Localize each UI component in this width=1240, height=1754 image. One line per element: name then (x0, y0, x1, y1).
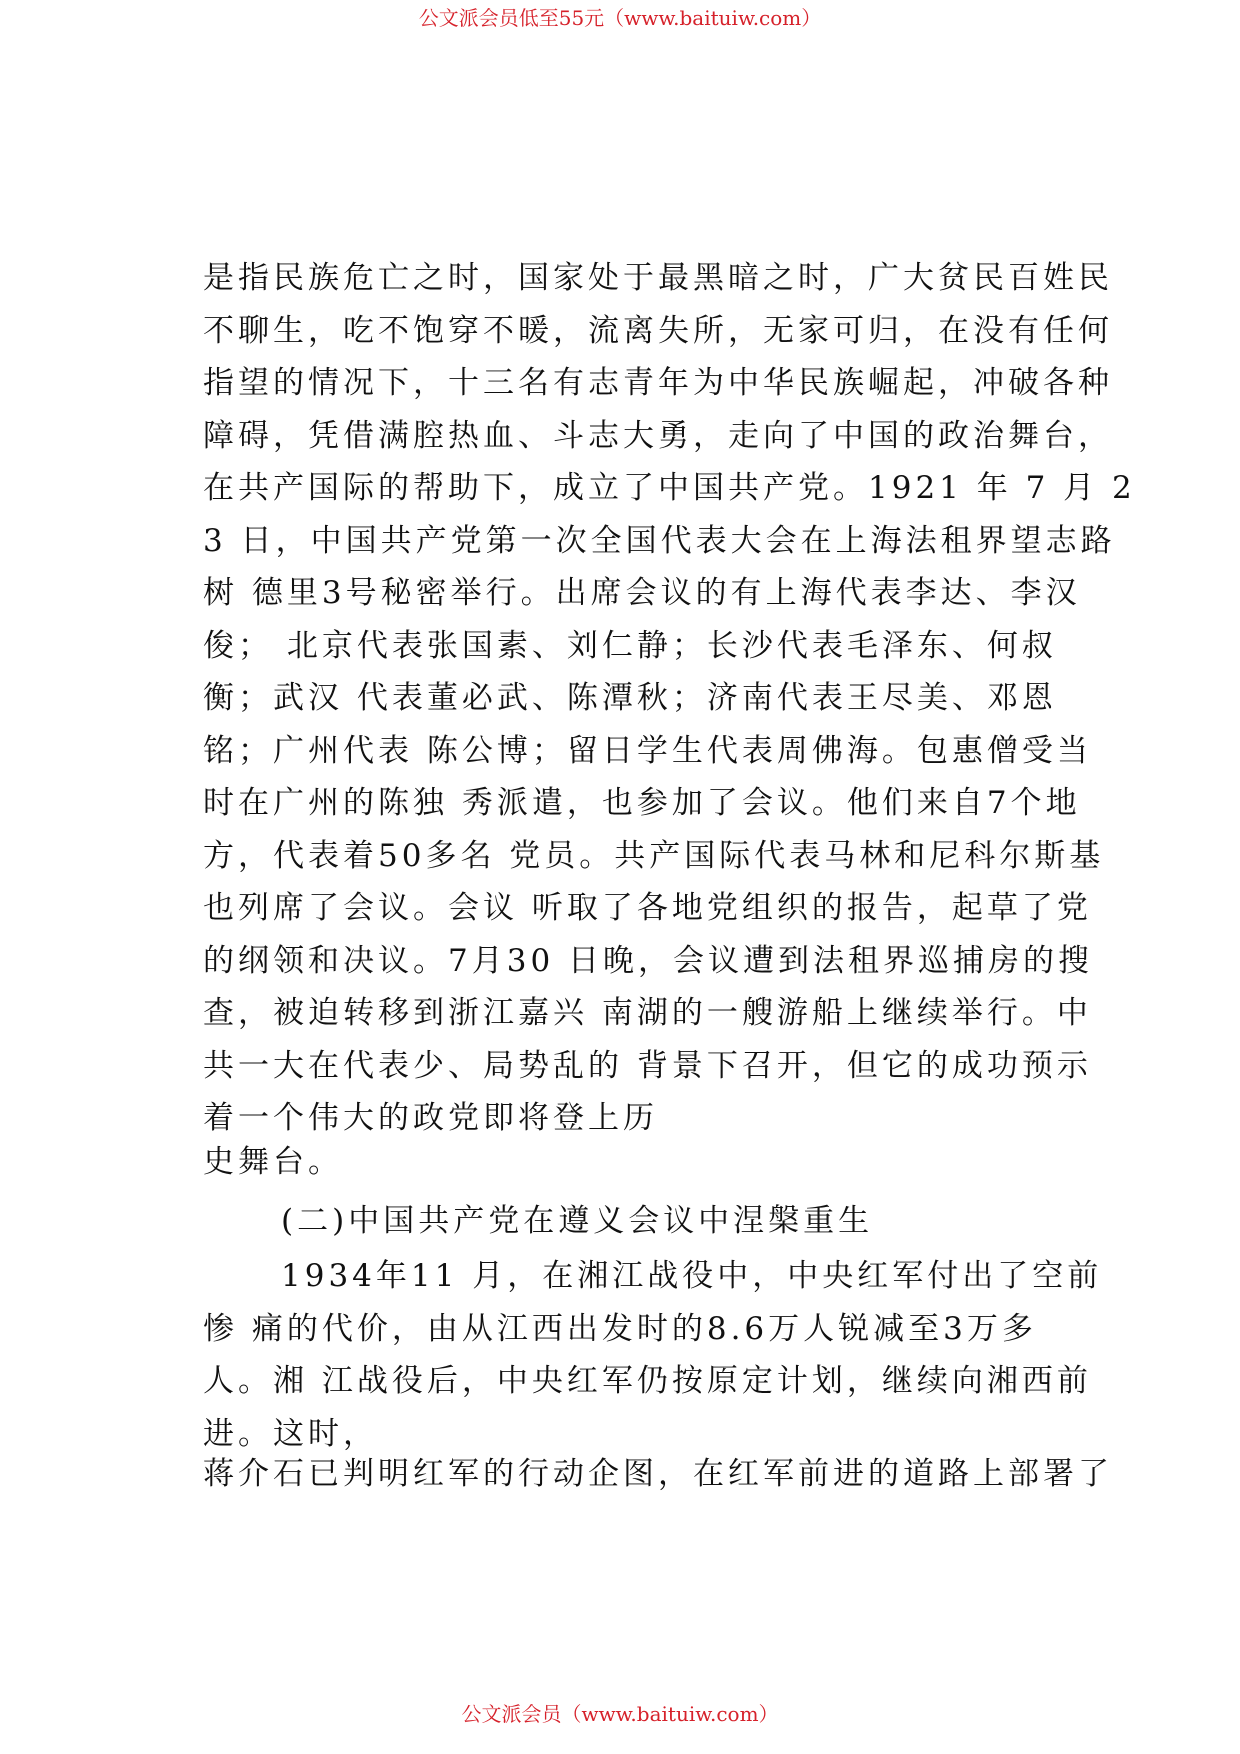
text-line: 着一个伟大的政党即将登上历 (203, 1100, 658, 1136)
text-line: 也列席了会议。会议 听取了各地党组织的报告，起草了党 (203, 890, 1092, 926)
text-line: 惨 痛的代价，由从江西出发时的8.6万人锐减至3万多 (203, 1310, 1037, 1347)
section-heading (203, 1195, 1083, 1248)
paragraph-founding (203, 252, 1136, 1145)
page-header (0, 4, 1240, 32)
text-line: 俊； 北京代表张国素、刘仁静；长沙代表毛泽东、何叔 (203, 627, 1057, 664)
paragraph-founding-tail (203, 1136, 1083, 1189)
text-line: 在共产国际的帮助下，成立了中国共产党。1921 年 7 月 2 (203, 470, 1136, 506)
text-line: 人。湘 江战役后，中央红军仍按原定计划，继续向湘西前 (203, 1363, 1092, 1399)
text-line: 树 德里3号秘密举行。出席会议的有上海代表李达、李汉 (203, 575, 1081, 611)
text-line: 共一大在代表少、局势乱的 背景下召开，但它的成功预示 (203, 1047, 1092, 1084)
footer-text: 公文派会员（www.baituiw.com） (461, 1702, 779, 1726)
text-line: 史舞台。 (203, 1144, 343, 1180)
text-line: 是指民族危亡之时，国家处于最黑暗之时，广大贫民百姓民 (203, 260, 1113, 296)
page-footer (0, 1700, 1240, 1728)
text-line: 1934年11 月，在湘江战役中，中央红军付出了空前 (281, 1258, 1103, 1294)
text-line: 查，被迫转移到浙江嘉兴 南湖的一艘游船上继续举行。中 (203, 995, 1092, 1031)
paragraph-chiang (203, 1448, 1113, 1501)
text-line: 蒋介石已判明红军的行动企图，在红军前进的道路上部署了 (203, 1456, 1113, 1492)
text-line: 铭；广州代表 陈公博；留日学生代表周佛海。包惠僧受当 (203, 732, 1092, 769)
text-line: 进。这时， (203, 1415, 378, 1452)
text-line: 3 日，中国共产党第一次全国代表大会在上海法租界望志路 (203, 522, 1116, 559)
text-line: 的纲领和决议。7月30 日晚，会议遭到法租界巡捕房的搜 (203, 942, 1094, 979)
text-line: 指望的情况下，十三名有志青年为中华民族崛起，冲破各种 (203, 365, 1113, 401)
header-text: 公文派会员低至55元（www.baituiw.com） (418, 6, 822, 30)
text-line: 不聊生，吃不饱穿不暖，流离失所，无家可归，在没有任何 (203, 312, 1113, 349)
text-line: 时在广州的陈独 秀派遣，也参加了会议。他们来自7个地 (203, 785, 1081, 821)
text-line: 方，代表着50多名 党员。共产国际代表马林和尼科尔斯基 (203, 837, 1105, 874)
section-heading-text: (二)中国共产党在遵义会议中涅槃重生 (281, 1203, 874, 1239)
text-line: 障碍，凭借满腔热血、斗志大勇，走向了中国的政治舞台， (203, 417, 1113, 454)
text-line: 衡；武汉 代表董必武、陈潭秋；济南代表王尽美、邓恩 (203, 680, 1057, 716)
paragraph-xiangjiang (203, 1250, 1103, 1460)
